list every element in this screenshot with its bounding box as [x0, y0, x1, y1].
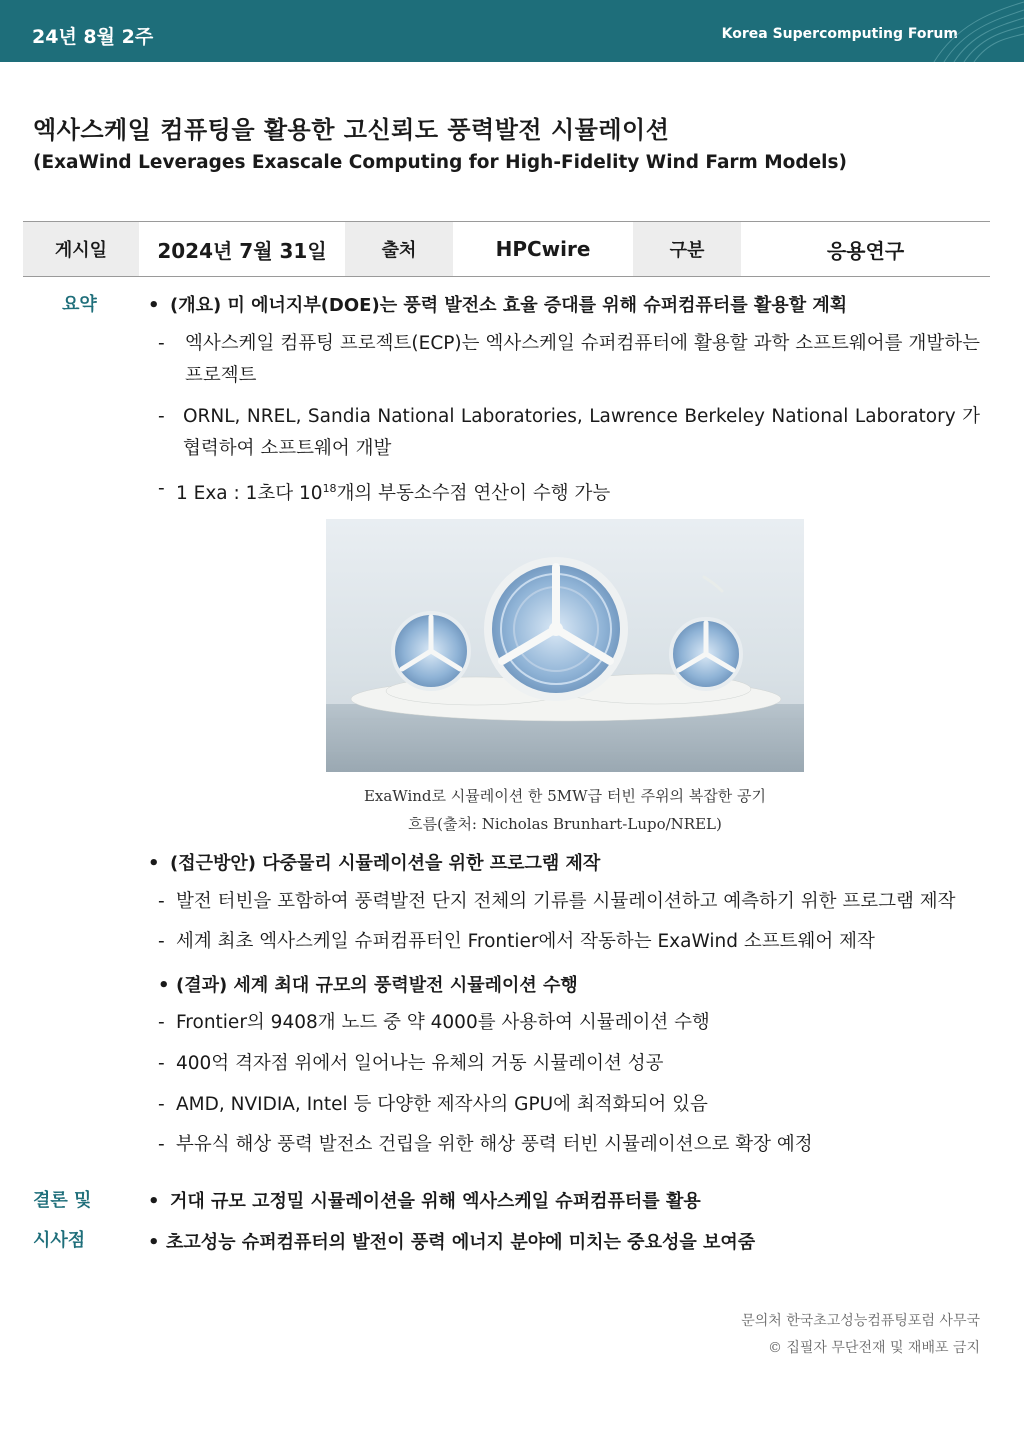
dash-icon: -: [158, 931, 165, 952]
list-item: [158, 886, 956, 918]
bullet-icon: •: [148, 853, 160, 874]
dash-icon: -: [158, 1053, 165, 1074]
list-item: [158, 473, 980, 510]
list-item: [158, 1089, 708, 1121]
bullet-icon: •: [148, 295, 160, 316]
wave-decoration-icon: [904, 0, 1024, 62]
header-bar: [0, 0, 1024, 62]
footer-contact: 문의처 한국초고성능컴퓨팅포럼 사무국: [741, 1313, 980, 1329]
dash-icon: -: [158, 891, 165, 912]
results-text: (결과) 세계 최대 규모의 풍력발전 시뮬레이션 수행: [176, 975, 578, 996]
wind-turbine-simulation-image: [326, 519, 804, 772]
conclusion-label-1: 결론 및: [33, 1190, 92, 1211]
issue-week: 24년 8월 2주: [32, 26, 154, 48]
source-label: 출처: [345, 222, 453, 276]
posted-label: 게시일: [23, 222, 139, 276]
list-item: [158, 1129, 813, 1161]
article-subtitle: (ExaWind Leverages Exascale Computing for High-Fidelity Wind Farm Models): [33, 152, 847, 173]
article-title: 엑사스케일 컴퓨팅을 활용한 고신뢰도 풍력발전 시뮬레이션: [33, 116, 670, 144]
list-item-text: Frontier의 9408개 노드 중 약 4000를 사용하여 시뮬레이션 수행: [176, 1012, 710, 1033]
list-item: [158, 1048, 664, 1080]
footer-copyright: © 집필자 무단전재 및 재배포 금지: [767, 1340, 980, 1356]
conclusion-label-2: 시사점: [33, 1230, 86, 1251]
list-item-text: 400억 격자점 위에서 일어나는 유체의 거동 시뮬레이션 성공: [176, 1053, 664, 1074]
list-item: [158, 926, 875, 958]
dash-icon: -: [158, 406, 165, 427]
results-bullet: [158, 971, 578, 997]
approach-text: (접근방안) 다중물리 시뮬레이션을 위한 프로그램 제작: [170, 853, 601, 874]
bullet-icon: •: [158, 975, 170, 996]
list-item: [158, 401, 980, 465]
dash-icon: -: [158, 478, 165, 499]
list-item-text: 부유식 해상 풍력 발전소 건립을 위한 해상 풍력 터빈 시뮬레이션으로 확장 예정: [176, 1134, 813, 1155]
category-label: 구분: [633, 222, 741, 276]
overview-bullet: [148, 291, 847, 317]
conclusion-bullet: [148, 1228, 755, 1254]
figure-caption: [300, 782, 830, 838]
dash-icon: -: [158, 1094, 165, 1115]
category-value: 응용연구: [826, 238, 905, 263]
list-item-text: 세계 최초 엑사스케일 슈퍼컴퓨터인 Frontier에서 작동하는 ExaWind 소프트웨어 제작: [176, 931, 875, 952]
dash-icon: -: [158, 333, 165, 354]
caption-line-2: 흐름(출처: Nicholas Brunhart-Lupo/NREL): [408, 815, 722, 833]
posted-value: 2024년 7월 31일: [157, 238, 327, 263]
brand-name: Korea Supercomputing Forum: [721, 26, 958, 42]
list-item-text: 발전 터빈을 포함하여 풍력발전 단지 전체의 기류를 시뮬레이션하고 예측하기 위한 프로그램 제작: [176, 891, 956, 912]
conclusion-text: 거대 규모 고정밀 시뮬레이션을 위해 엑사스케일 슈퍼컴퓨터를 활용: [170, 1191, 701, 1212]
conclusion-text: 초고성능 슈퍼컴퓨터의 발전이 풍력 에너지 분야에 미치는 중요성을 보여줌: [166, 1232, 756, 1253]
bullet-icon: •: [148, 1191, 160, 1212]
meta-table: [23, 221, 990, 277]
dash-icon: -: [158, 1012, 165, 1033]
list-item: [158, 328, 980, 392]
list-item: [158, 1007, 710, 1039]
conclusion-bullet: [148, 1187, 701, 1213]
dash-icon: -: [158, 1134, 165, 1155]
overview-text: (개요) 미 에너지부(DOE)는 풍력 발전소 효율 증대를 위해 슈퍼컴퓨터를 활용할 계획: [170, 295, 848, 316]
list-item-text: 엑사스케일 컴퓨팅 프로젝트(ECP)는 엑사스케일 슈퍼컴퓨터에 활용할 과학 소프트웨어를 개발하는 프로젝트: [185, 333, 980, 386]
summary-label: 요약: [62, 294, 97, 315]
exa-definition: 1 Exa : 1초다 $10^{18}$개의 부동소수점 연산이 수행 가능: [176, 482, 611, 505]
caption-line-1: ExaWind로 시뮬레이션 한 5MW급 터빈 주위의 복잡한 공기: [363, 787, 767, 805]
bullet-icon: •: [148, 1232, 160, 1253]
list-item-text: ORNL, NREL, Sandia National Laboratories, Lawrence Berkeley National Laboratory 가 협력하여 소프트웨어 개발: [183, 406, 980, 459]
source-value: HPCwire: [495, 237, 591, 261]
approach-bullet: [148, 849, 600, 875]
list-item-text: AMD, NVIDIA, Intel 등 다양한 제작사의 GPU에 최적화되어 있음: [176, 1094, 708, 1115]
